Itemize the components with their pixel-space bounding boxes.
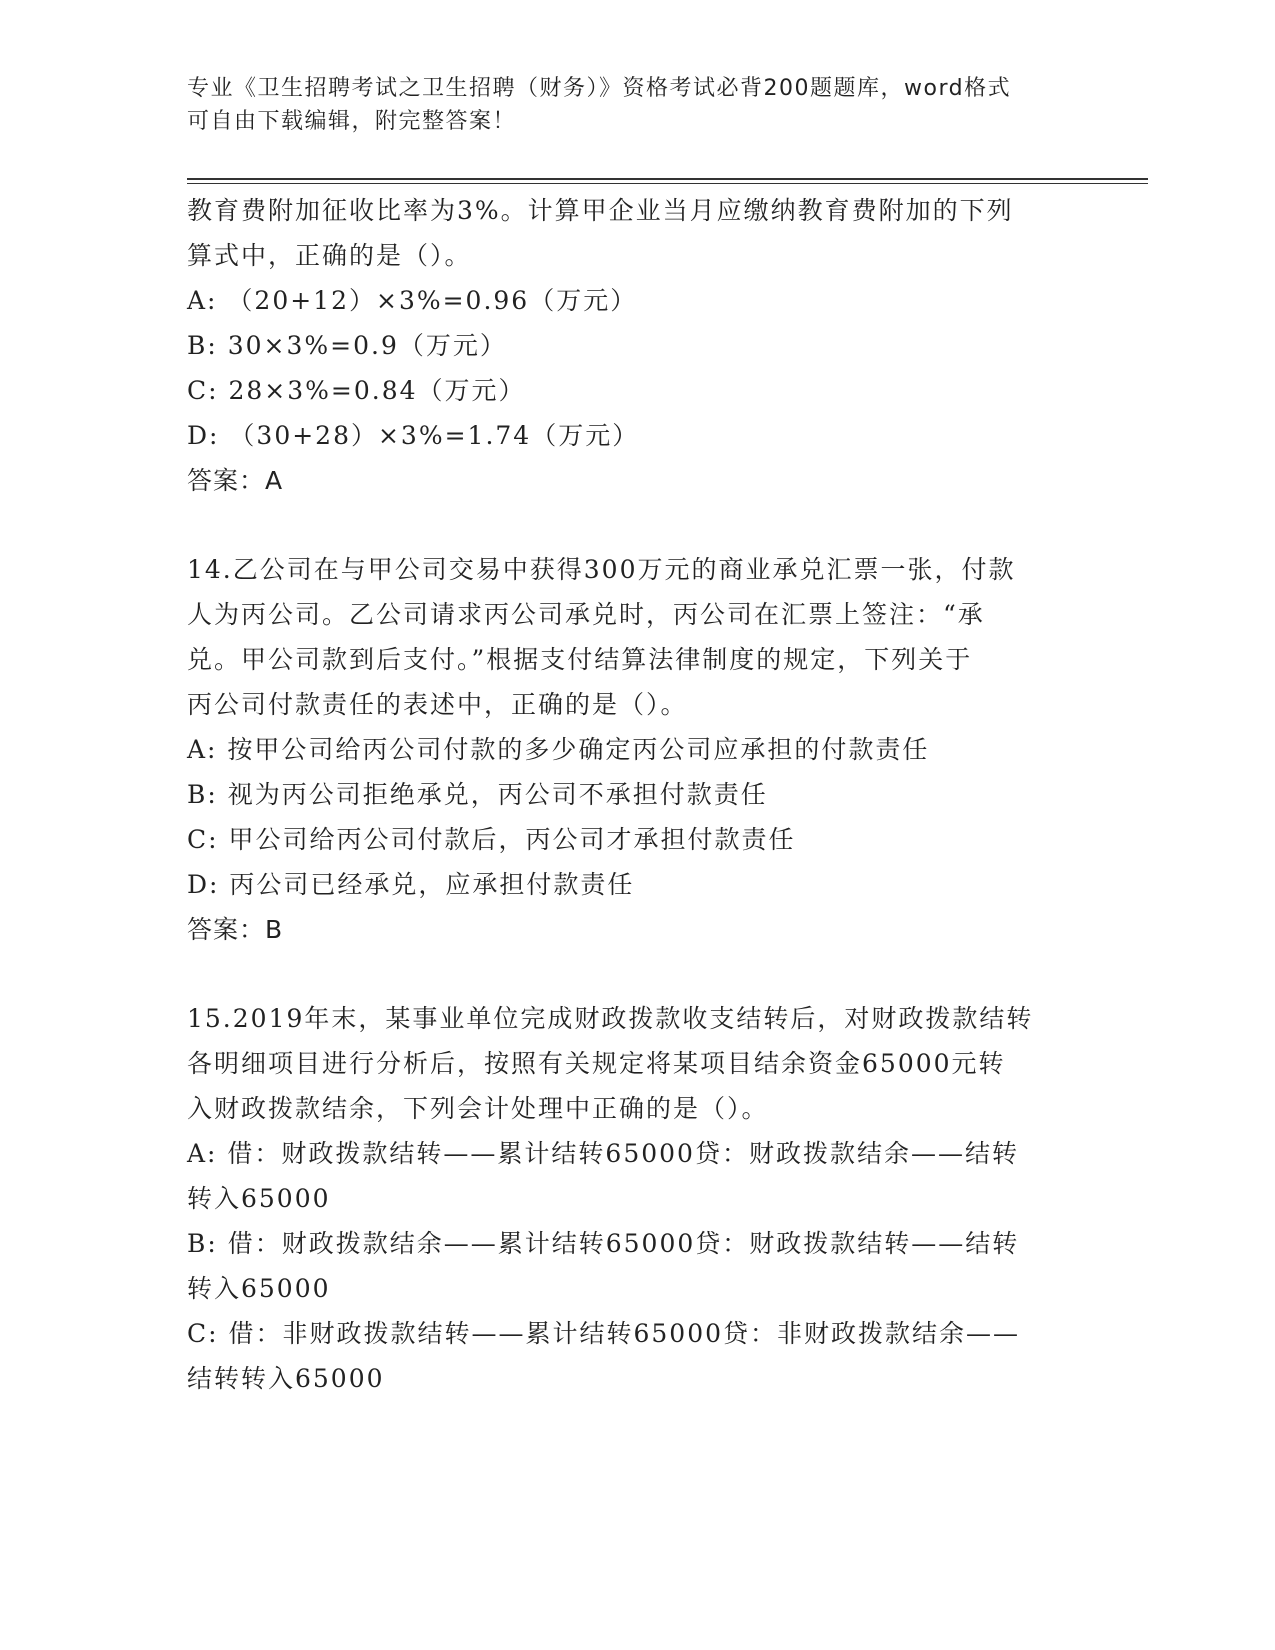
option-c: C: 甲公司给丙公司付款后，丙公司才承担付款责任 [187,825,796,854]
question-15 [187,996,1077,1401]
header-line-2: 可自由下载编辑，附完整答案！ [187,109,517,134]
question-stem-line: 人为丙公司。乙公司请求丙公司承兑时，丙公司在汇票上签注：“承 [187,600,985,629]
header-divider-thick [187,178,1148,180]
option-c: C: 借：非财政拨款结转——累计结转65000贷：非财政拨款结余—— [187,1319,1021,1348]
header-line-1: 专业《卫生招聘考试之卫生招聘（财务）》资格考试必背200题题库，word格式 [187,76,1012,101]
page-content [187,188,1077,1401]
question-stem-line: 兑。甲公司款到后支付。”根据支付结算法律制度的规定，下列关于 [187,645,973,674]
spacer [187,952,1077,996]
option-a: A: （20+12）×3%=0.96（万元） [187,286,638,315]
option-b: B: 30×3%=0.9（万元） [187,331,507,360]
question-stem-line: 算式中，正确的是（）。 [187,241,472,270]
option-d: D: （30+28）×3%=1.74（万元） [187,421,640,450]
question-stem-line: 教育费附加征收比率为3%。计算甲企业当月应缴纳教育费附加的下列 [187,196,1014,225]
option-a: A: 借：财政拨款结转——累计结转65000贷：财政拨款结余——结转 [187,1139,1019,1168]
answer-text: 答案：B [187,915,284,944]
option-c-continued: 结转转入65000 [187,1364,385,1393]
option-c: C: 28×3%=0.84（万元） [187,376,526,405]
spacer [187,503,1077,547]
header-divider-thin [187,183,1148,184]
question-stem-line: 丙公司付款责任的表述中，正确的是（）。 [187,690,688,719]
question-stem-line: 入财政拨款结余，下列会计处理中正确的是（）。 [187,1094,769,1123]
option-b: B: 借：财政拨款结余——累计结转65000贷：财政拨款结转——结转 [187,1229,1020,1258]
option-b: B: 视为丙公司拒绝承兑，丙公司不承担付款责任 [187,780,768,809]
question-14 [187,547,1077,952]
question-stem-line: 14.乙公司在与甲公司交易中获得300万元的商业承兑汇票一张，付款 [187,555,1016,584]
answer-text: 答案：A [187,466,284,495]
document-header [187,72,1067,138]
option-a-continued: 转入65000 [187,1184,331,1213]
option-d: D: 丙公司已经承兑，应承担付款责任 [187,870,635,899]
question-13 [187,188,1077,503]
question-stem-line: 各明细项目进行分析后，按照有关规定将某项目结余资金65000元转 [187,1049,1006,1078]
option-b-continued: 转入65000 [187,1274,331,1303]
option-a: A: 按甲公司给丙公司付款的多少确定丙公司应承担的付款责任 [187,735,930,764]
question-stem-line: 15.2019年末，某事业单位完成财政拨款收支结转后，对财政拨款结转 [187,1004,1034,1033]
